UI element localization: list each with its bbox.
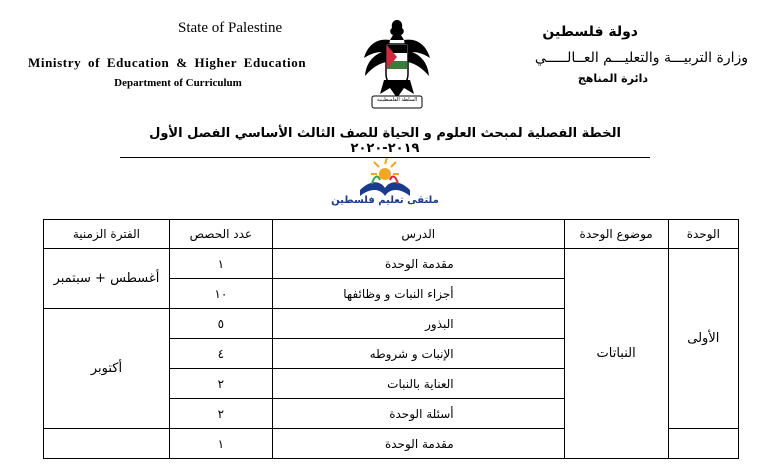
- header-department-ar: دائرة المناهج: [577, 72, 648, 85]
- header-english: [28, 20, 328, 89]
- curriculum-plan-table: [43, 219, 739, 459]
- header-period: الفترة الزمنية: [44, 220, 170, 249]
- page-title: الخطة الفصلية لمبحث العلوم و الحياة للصف الثالث الأساسي الفصل الأول ٢٠١٩-٢٠٢٠: [120, 126, 650, 158]
- header-count: عدد الحصص: [169, 220, 272, 249]
- count-cell: ٢: [169, 399, 272, 429]
- header-ministry-en: Ministry of Education & Higher Education: [28, 55, 307, 70]
- lesson-cell: أجزاء النبات و وظائفها: [272, 279, 564, 309]
- count-cell: ١٠: [169, 279, 272, 309]
- table-header-row: [44, 220, 739, 249]
- count-cell: ١: [169, 429, 272, 459]
- unit-cell: الأولى: [668, 249, 738, 429]
- header-unit: الوحدة: [668, 220, 738, 249]
- emblem-caption: السلطة الفلسطينية: [376, 97, 418, 103]
- header-arabic: [448, 24, 748, 85]
- lesson-cell: الإنبات و شروطه: [272, 339, 564, 369]
- lesson-cell: البذور: [272, 309, 564, 339]
- count-cell: ١: [169, 249, 272, 279]
- header-country-en: State of Palestine: [178, 20, 283, 36]
- topic-cell: النباتات: [564, 249, 668, 459]
- unit-cell-empty: [668, 429, 738, 459]
- lesson-cell: مقدمة الوحدة: [272, 249, 564, 279]
- count-cell: ٥: [169, 309, 272, 339]
- header-ministry-ar: وزارة التربيـــة والتعليـــم العــالـــــي: [534, 50, 748, 66]
- period-cell: أغسطس + سبتمبر: [44, 249, 170, 309]
- count-cell: ٤: [169, 339, 272, 369]
- forum-logo-text: ملتقى تعليم فلسطين: [331, 195, 439, 206]
- table-row: [44, 249, 739, 279]
- count-cell: ٢: [169, 369, 272, 399]
- lesson-cell: مقدمة الوحدة: [272, 429, 564, 459]
- header-department-en: Department of Curriculum: [114, 77, 242, 89]
- period-cell-empty: [44, 429, 170, 459]
- period-cell: أكتوبر: [44, 309, 170, 429]
- header-lesson: الدرس: [272, 220, 564, 249]
- header-topic: موضوع الوحدة: [564, 220, 668, 249]
- lesson-cell: العناية بالنبات: [272, 369, 564, 399]
- lesson-cell: أسئلة الوحدة: [272, 399, 564, 429]
- header-country-ar: دولة فلسطين: [542, 24, 638, 40]
